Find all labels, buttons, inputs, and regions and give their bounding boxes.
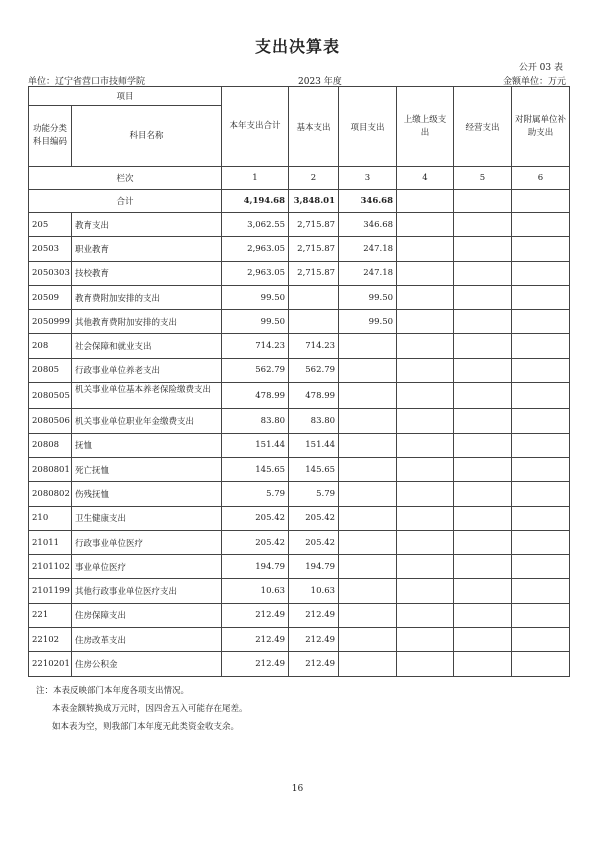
row-value: 2,715.87 [289,213,339,237]
table-row [29,457,570,481]
row-code: 221 [29,603,72,627]
row-value: 212.49 [222,628,289,652]
row-value [339,334,397,358]
row-value: 5.79 [222,482,289,506]
row-value [397,237,454,261]
row-value [512,652,570,676]
row-value: 151.44 [289,433,339,457]
table-row [29,628,570,652]
row-value [454,652,512,676]
row-value: 247.18 [339,237,397,261]
row-code: 20805 [29,358,72,382]
row-value [339,652,397,676]
row-value: 2,715.87 [289,237,339,261]
row-value [454,237,512,261]
row-value: 205.42 [222,530,289,554]
row-value: 212.49 [289,603,339,627]
total-value: 3,848.01 [289,190,339,213]
row-value [512,530,570,554]
row-value: 562.79 [222,358,289,382]
row-value: 10.63 [289,579,339,603]
row-code: 21011 [29,530,72,554]
row-value [397,457,454,481]
row-value: 194.79 [289,555,339,579]
row-value [454,383,512,409]
row-value [397,482,454,506]
table-body [29,87,570,677]
row-value [454,433,512,457]
row-name: 住房改革支出 [72,628,222,652]
table-row [29,579,570,603]
row-code: 2101199 [29,579,72,603]
row-value [512,482,570,506]
row-value [454,603,512,627]
row-value [512,506,570,530]
row-value [397,358,454,382]
row-code: 210 [29,506,72,530]
col-header-remit: 上缴上级支出 [397,87,454,167]
row-value [339,383,397,409]
table-row [29,358,570,382]
row-name: 教育费附加安排的支出 [72,285,222,309]
row-value [339,358,397,382]
row-value: 346.68 [339,213,397,237]
row-code: 2210201 [29,652,72,676]
row-value [454,506,512,530]
row-value: 714.23 [222,334,289,358]
row-value [339,433,397,457]
row-value: 83.80 [222,409,289,433]
row-value: 247.18 [339,261,397,285]
row-value: 145.65 [289,457,339,481]
row-name: 机关事业单位职业年金缴费支出 [72,409,222,433]
col-header-business: 经营支出 [454,87,512,167]
col-header-total: 本年支出合计 [222,87,289,167]
row-value [512,628,570,652]
table-row [29,213,570,237]
column-number: 6 [512,167,570,190]
total-label: 合计 [29,190,222,213]
item-group-header: 项目 [29,87,222,106]
row-code: 2101102 [29,555,72,579]
row-value: 99.50 [339,285,397,309]
page-title: 支出决算表 [254,37,340,56]
subject-name-header: 科目名称 [72,106,222,167]
row-name: 事业单位医疗 [72,555,222,579]
row-value [512,383,570,409]
row-name: 死亡抚恤 [72,457,222,481]
row-value: 2,963.05 [222,261,289,285]
row-value: 205.42 [222,506,289,530]
row-value [339,506,397,530]
row-value [339,603,397,627]
row-value: 99.50 [222,310,289,334]
table-row [29,237,570,261]
row-value: 83.80 [289,409,339,433]
row-value: 212.49 [222,652,289,676]
row-code: 208 [29,334,72,358]
row-value [512,433,570,457]
row-value [454,334,512,358]
row-value [397,409,454,433]
row-value: 5.79 [289,482,339,506]
row-value [512,555,570,579]
col-header-project: 项目支出 [339,87,397,167]
col-header-subsidy: 对附属单位补助支出 [512,87,570,167]
row-name: 行政事业单位养老支出 [72,358,222,382]
row-name: 职业教育 [72,237,222,261]
table-number: 公开 03 表 [518,63,563,73]
table-row [29,285,570,309]
row-name: 住房保障支出 [72,603,222,627]
row-value [397,310,454,334]
row-value [339,555,397,579]
row-code: 2050303 [29,261,72,285]
row-code: 20808 [29,433,72,457]
row-code: 2080505 [29,383,72,409]
row-value [397,628,454,652]
row-value [339,579,397,603]
row-value [397,579,454,603]
row-value [512,213,570,237]
table-row [29,530,570,554]
row-value [397,603,454,627]
row-value [454,579,512,603]
header-row-group [29,87,570,106]
row-value [454,530,512,554]
row-code: 2080801 [29,457,72,481]
row-value: 3,062.55 [222,213,289,237]
table-row [29,482,570,506]
row-value: 2,963.05 [222,237,289,261]
row-value: 205.42 [289,530,339,554]
notes [36,682,248,736]
row-name: 教育支出 [72,213,222,237]
row-value [512,603,570,627]
table-row [29,555,570,579]
row-name: 抚恤 [72,433,222,457]
row-value [454,261,512,285]
note-line: 注：本表反映部门本年度各项支出情况。 [36,686,190,696]
table-row [29,261,570,285]
row-value [339,482,397,506]
row-value [454,457,512,481]
row-value [289,285,339,309]
row-value [397,530,454,554]
expenditure-table [28,86,570,677]
row-value: 714.23 [289,334,339,358]
table-row [29,433,570,457]
table-row [29,310,570,334]
row-value: 212.49 [289,628,339,652]
row-name: 行政事业单位医疗 [72,530,222,554]
row-value [512,285,570,309]
row-value [454,482,512,506]
total-value [397,190,454,213]
row-value: 99.50 [222,285,289,309]
row-value [339,457,397,481]
row-name: 机关事业单位基本养老保险缴费支出 [72,383,222,409]
row-value [512,310,570,334]
note-line: 如本表为空，则我部门本年度无此类资金收支余。 [52,722,240,732]
row-name: 其他行政事业单位医疗支出 [72,579,222,603]
table-row [29,383,570,409]
row-value [397,334,454,358]
row-code: 2080802 [29,482,72,506]
row-name: 住房公积金 [72,652,222,676]
total-value: 4,194.68 [222,190,289,213]
table-row [29,652,570,676]
row-value [289,310,339,334]
page-number: 16 [291,784,304,794]
row-value: 2,715.87 [289,261,339,285]
row-name: 卫生健康支出 [72,506,222,530]
table-row [29,603,570,627]
row-value [512,409,570,433]
meta-line [28,74,566,85]
row-code: 2080506 [29,409,72,433]
row-value [512,457,570,481]
row-value [454,285,512,309]
row-code: 22102 [29,628,72,652]
row-value [339,409,397,433]
column-number: 3 [339,167,397,190]
col-header-basic: 基本支出 [289,87,339,167]
row-value [454,628,512,652]
row-value [454,555,512,579]
row-value: 212.49 [289,652,339,676]
row-value: 194.79 [222,555,289,579]
row-value: 205.42 [289,506,339,530]
total-row [29,190,570,213]
total-value [454,190,512,213]
row-value [339,628,397,652]
func-code-header: 功能分类科目编码 [29,106,72,167]
row-value [512,237,570,261]
row-value [339,530,397,554]
row-value [454,358,512,382]
row-value [397,506,454,530]
column-number-label: 栏次 [29,167,222,190]
row-value [397,555,454,579]
row-value [454,310,512,334]
year-label: 2023 年度 [298,77,342,87]
row-value: 478.99 [289,383,339,409]
row-value: 562.79 [289,358,339,382]
row-value [512,358,570,382]
table-row [29,409,570,433]
row-code: 20503 [29,237,72,261]
row-value: 145.65 [222,457,289,481]
total-value: 346.68 [339,190,397,213]
row-value [397,652,454,676]
row-value [397,433,454,457]
column-number: 4 [397,167,454,190]
column-number: 1 [222,167,289,190]
row-name: 技校教育 [72,261,222,285]
row-name: 社会保障和就业支出 [72,334,222,358]
table-row [29,506,570,530]
row-value [397,261,454,285]
row-value: 99.50 [339,310,397,334]
row-value: 151.44 [222,433,289,457]
row-value [512,334,570,358]
row-code: 205 [29,213,72,237]
row-value: 10.63 [222,579,289,603]
row-value [454,213,512,237]
row-name: 其他教育费附加安排的支出 [72,310,222,334]
total-value [512,190,570,213]
row-value [454,409,512,433]
row-code: 20509 [29,285,72,309]
column-number-row [29,167,570,190]
column-number: 5 [454,167,512,190]
unit-label: 单位：辽宁省营口市技师学院 [28,77,146,87]
row-value: 212.49 [222,603,289,627]
row-value [397,213,454,237]
amount-unit-label: 金额单位：万元 [502,77,566,87]
row-code: 2050999 [29,310,72,334]
row-value [397,383,454,409]
column-number: 2 [289,167,339,190]
table-row [29,334,570,358]
row-value: 478.99 [222,383,289,409]
row-name: 伤残抚恤 [72,482,222,506]
row-value [512,579,570,603]
note-line: 本表金额转换成万元时，因四舍五入可能存在尾差。 [52,704,248,714]
row-value [512,261,570,285]
row-value [397,285,454,309]
